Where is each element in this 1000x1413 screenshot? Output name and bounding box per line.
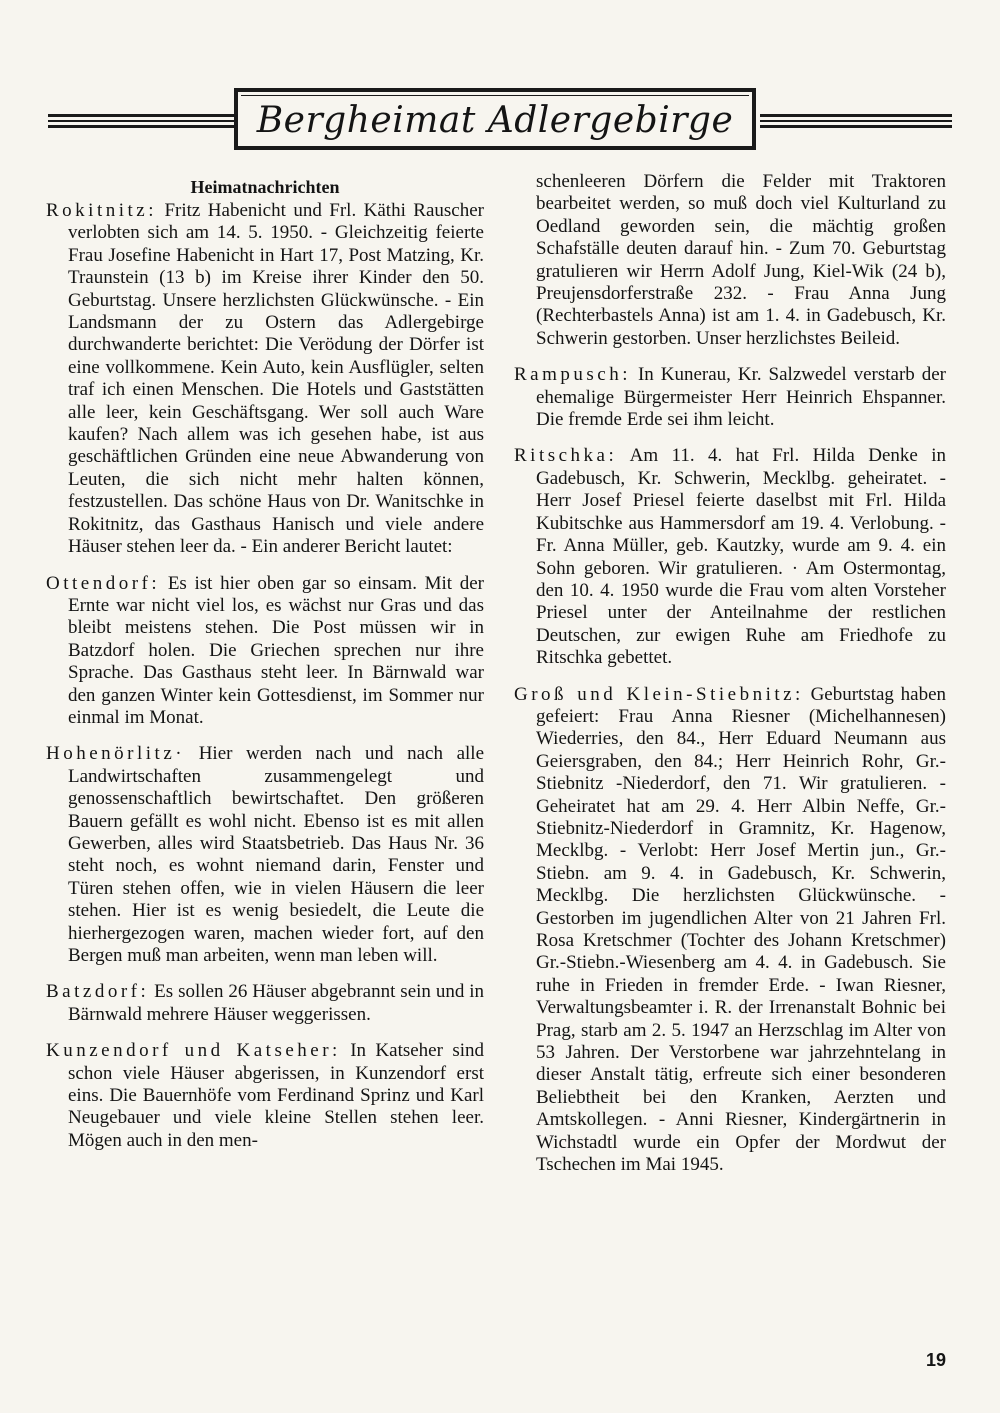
news-entry-gross-klein-stiebnitz	[514, 684, 946, 1177]
place-name: Rokitnitz:	[46, 200, 157, 221]
masthead	[48, 88, 952, 156]
page-number: 19	[926, 1350, 947, 1370]
entry-text: Es ist hier oben gar so einsam. Mit der Ernte war nicht viel los, es wächst nur Gras und das bleibt meistens stehen. Die Post müssen wir in Batzdorf holen. Die Griechen sprechen nur ihre Sprache. Das Gasthaus steht leer. In Bärnwald war den ganzen Winter kein Gottesdienst, im Sommer nur einmal im Monat.	[68, 572, 485, 728]
masthead-rules-right	[760, 114, 952, 131]
news-entry-rampusch	[514, 364, 946, 431]
place-name: Groß und Klein-Stiebnitz:	[514, 683, 804, 705]
news-entry-kunzendorf	[46, 1040, 484, 1152]
masthead-title: Bergheimat Adlergebirge	[256, 100, 734, 141]
place-name: Batzdorf:	[46, 981, 150, 1003]
section-heading: Heimatnachrichten	[190, 177, 340, 197]
entry-text: In Kunerau, Kr. Salzwedel verstarb der ehemalige Bürgermeister Herr Heinrich Ehspanner. Die fremde Erde sei ihm leicht.	[536, 364, 946, 431]
left-column	[46, 176, 484, 1166]
place-name: Hohenörlitz·	[46, 743, 186, 765]
place-name: Ritschka:	[514, 445, 618, 467]
entry-text: Es sollen 26 Häuser abgebrannt sein und in Bärnwald mehrere Häuser weggerissen.	[68, 981, 484, 1025]
entry-text: Hier werden nach und nach alle Landwirtschaften zusammengelegt und genossenschaftlich bewirtschaftet. Den größeren Bauern gefällt es wohl nicht. Ebenso ist es mit allen Gewerben, alles wird Staatsbetrieb. Das Haus Nr. 36 steht noch, es wohnt niemand darin, Fenster und Türen stehen offen, wie in vielen Häusern die leer stehen. Hier ist es wenig besiedelt, die Leute die hierhergezogen waren, machen wieder fort, auf den Bergen muß man arbeiten, wenn man leben will.	[68, 743, 485, 966]
news-entry-rokitnitz	[46, 200, 484, 559]
place-name: Kunzendorf und Katseher:	[46, 1040, 341, 1062]
news-entry-hohenoerlitz	[46, 743, 484, 967]
news-entry-ottendorf	[46, 573, 484, 730]
masthead-title-box	[234, 88, 756, 150]
entry-text: Fritz Habenicht und Frl. Käthi Rauscher verlobten sich am 14. 5. 1950. - Gleichzeitig feierte Frau Josefine Habenicht in Hart 17, Post Matzing, Kr. Traunstein (13 b) im Kreise ihrer Kinder den 50. Geburtstag. Unsere herzlichsten Glückwünsche. - Ein Landsmann der zu Ostern das Adlergebirge durchwanderte berichtet: Die Verödung der Dörfer ist eine vollkommene. Kein Auto, kein Ausflügler, selten traf ich einen Menschen. Die Hotels und Gaststätten alle leer, kein Geschäftsgang. Wer soll auch Ware kaufen? Nach allem was ich gesehen habe, ist aus geschäftlichen Gründen eine neue Abwanderung von Leuten, die sich nicht mehr halten können, festzustellen. Das schöne Haus von Dr. Wanitschke in Rokitnitz, das Gasthaus Hanisch und viele andere Häuser stehen leer da. - Ein anderer Bericht lautet:	[68, 200, 484, 558]
masthead-rules-left	[48, 114, 234, 131]
news-entry-ritschka	[514, 445, 946, 669]
entry-text: Geburtstag haben gefeiert: Frau Anna Riesner (Michelhannesen) Wiederries, den 84., Herr Eduard Neumann aus Geiersgraben, den 84.; Herr Heinrich Rohr, Gr.-Stiebnitz -Niederdorf, den 71. Wir gratulieren. - Geheiratet hat am 29. 4. Herr Albin Neffe, Gr.-Stiebnitz-Niederdorf in Gramnitz, Kr. Hagenow, Mecklbg. - Verlobt: Herr Josef Mertin jun., Gr.-Stiebn. am 9. 4. in Gadebusch, Kr. Schwerin, Mecklbg. Die herzlichsten Glückwünsche. - Gestorben im jugendlichen Alter von 21 Jahren Frl. Rosa Kretschmer (Tochter des Johann Kretschmer) Gr.-Stiebn.-Wiesenberg am 4. 4. in Gadebusch. Sie ruhe in Frieden in fremder Erde. - Iwan Riesner, Verwaltungsbeamter i. R. der Irrenanstalt Bohnic bei Prag, starb am 2. 5. 1947 an Herzschlag im Alter von 53 Jahren. Der Verstorbene war jahrzehntelang in dieser Anstalt tätig, erfreute sich einer besonderen Beliebtheit bei den Kranken, Aerzten und Amtskollegen. - Anni Riesner, Kindergärtnerin in Wichstadtl wurde ein Opfer der Mordwut der Tschechen im Mai 1945.	[536, 683, 947, 1176]
place-name: Ottendorf:	[46, 572, 161, 594]
continued-text: schenleeren Dörfern die Felder mit Traktoren bearbeitet werden, so muß doch viel Kulturland zu Oedland geworden sein, die mächtig großen Schafställe deuten darauf hin. - Zum 70. Geburtstag gratulieren wir Herrn Adolf Jung, Kiel-Wik (24 b), Preujensdorferstraße 232. - Frau Anna Jung (Rechterbastels Anna) ist am 1. 4. in Gadebusch, Kr. Schwerin gestorben. Unser herzlichstes Beileid.	[536, 171, 946, 349]
right-column	[514, 171, 946, 1190]
news-entry-batzdorf	[46, 981, 484, 1026]
place-name: Rampusch:	[514, 364, 631, 386]
entry-text: Am 11. 4. hat Frl. Hilda Denke in Gadebusch, Kr. Schwerin, Mecklbg. geheiratet. - Herr Josef Priesel feierte daselbst mit Frl. Hilda Kubitschke aus Hammersdorf am 19. 4. Verlobung. - Fr. Anna Müller, geb. Kautzky, wurde am 9. 4. ein Sohn geboren. Wir gratulieren. · Am Ostermontag, den 10. 4. 1950 wurde die Frau vom alten Vorsteher Priesel unter der Anteilnahme der restlichen Deutschen, zur ewigen Ruhe am Friedhofe zu Ritschka gebettet.	[536, 445, 946, 669]
entry-text: In Katseher sind schon viele Häuser abgerissen, in Kunzendorf erst eins. Die Bauernhöfe vom Ferdinand Sprinz und Karl Neugebauer und viele kleine Stellen stehen leer. Mögen auch in den men-	[68, 1040, 484, 1151]
